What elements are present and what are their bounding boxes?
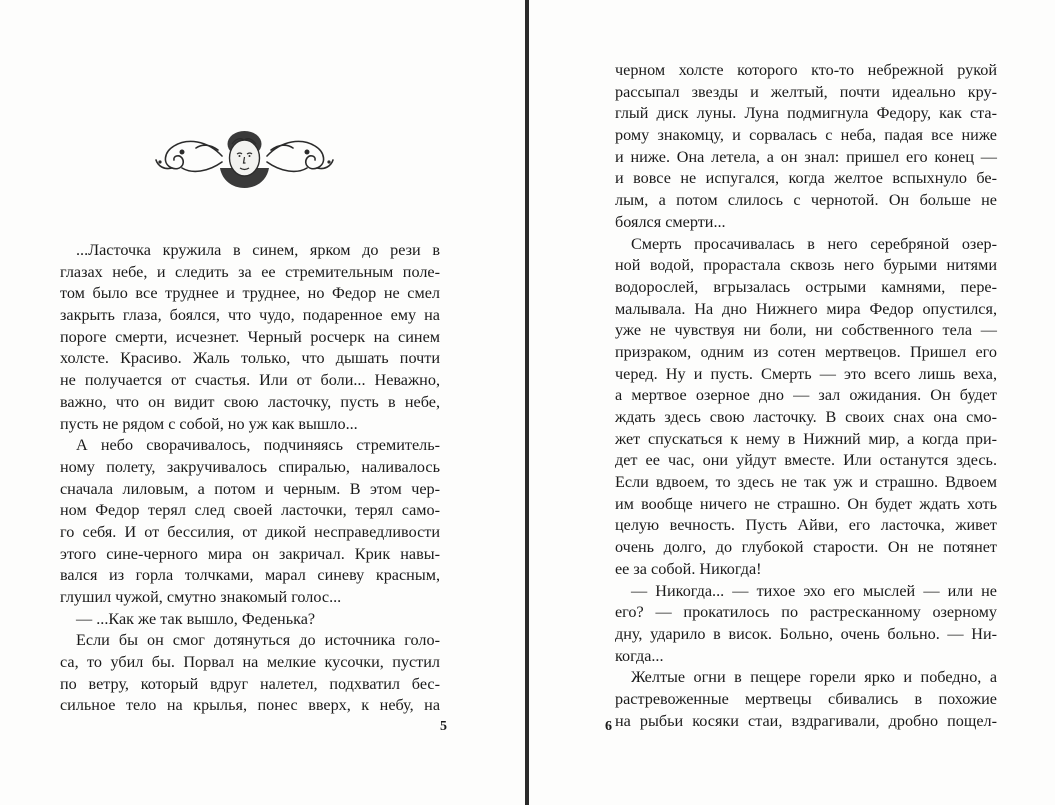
text-line: го себя. И от бессилия, от дикой несправедливости xyxy=(60,522,440,541)
text-line: ной водой, прорастала сквозь него бурыми нитями xyxy=(615,256,997,275)
text-line: уже не чувствуя ни боли, ни собственного тела — xyxy=(615,321,997,340)
text-line: глый диск луны. Луна подмигнула Федору, как ста- xyxy=(615,104,997,123)
text-line: холсте. Красиво. Жаль только, что дышать почти xyxy=(60,349,440,368)
page-number: 5 xyxy=(440,719,447,734)
text-line: пороге смерти, исчезнет. Черный росчерк на синем xyxy=(60,327,440,346)
text-line: не получается от счастья. Или от боли... Неважно, xyxy=(60,371,440,390)
text-line: водорослей, вгрызалась острыми камнями, пере- xyxy=(615,277,997,296)
text-line: са, то убил бы. Порвал на мелкие кусочки, пустил xyxy=(60,653,440,672)
right-page-body-text xyxy=(615,60,997,732)
text-line: дет ее час, они уйдут вместе. Или останутся здесь. xyxy=(615,451,997,470)
text-line: ее за собой. Никогда! xyxy=(615,559,762,578)
text-line: жет спускаться к нему в Нижний мир, а когда при- xyxy=(615,429,997,448)
text-line: малывала. На дно Нижнего мира Федор опустился, xyxy=(615,299,997,318)
text-line: Если бы он смог дотянуться до источника голо- xyxy=(76,631,440,650)
right-page xyxy=(529,0,1055,805)
left-page-body-text xyxy=(60,240,440,717)
text-line: Если вдвоем, то здесь не так уж и страшно. Вдвоем xyxy=(615,473,997,492)
text-line: рассыпал звезды и желтый, почти идеально кру- xyxy=(615,82,997,101)
text-line: по ветру, который вдруг налетел, подхватил бес- xyxy=(60,674,440,693)
text-line: когда... xyxy=(615,646,664,665)
text-line: целую вечность. Пусть Айви, его ласточка, живет xyxy=(615,516,997,535)
text-line: очень долго, до глубокой старости. Он не потянет xyxy=(615,538,997,557)
text-line: боялся смерти... xyxy=(615,212,726,231)
text-line: Желтые огни в пещере горели ярко и победно, а xyxy=(631,668,997,687)
text-line: глушил чужой, смутно знакомый голос... xyxy=(60,588,342,606)
text-line: ...Ласточка кружила в синем, ярком до рези в xyxy=(76,241,440,259)
text-line: и ниже. Она летела, а он знал: пришел его конец — xyxy=(615,147,997,166)
text-line: пусть не рядом с собой, но уж как вышло... xyxy=(60,414,358,433)
text-line: ному полету, закручивалось спиралью, наливалось xyxy=(60,457,440,476)
text-line: том было все труднее и труднее, но Федор не смел xyxy=(60,284,440,303)
text-line: его? — прокатилось по растресканному озерному xyxy=(615,603,997,622)
page-number: 6 xyxy=(605,719,612,734)
text-line: ждать здесь свою ласточку. В своих снах она смо- xyxy=(615,408,997,426)
text-line: им вообще ничего не страшно. Он будет ждать хоть xyxy=(615,494,997,513)
text-line: лым, а потом слилось с чернотой. Он больше не xyxy=(615,191,997,210)
text-line: — Никогда... — тихое эхо его мыслей — или не xyxy=(631,581,997,600)
text-line: этого сине-черного мира он закричал. Крик навы- xyxy=(60,544,440,563)
text-line: А небо сворачивалось, подчиняясь стремитель- xyxy=(76,436,440,455)
cherub-vignette-ornament xyxy=(152,122,337,194)
text-line: вался из горла толчками, марал синеву красным, xyxy=(60,566,440,585)
text-line: Смерть просачивалась в него серебряной озер- xyxy=(631,234,997,253)
text-line: глазах небе, и следить за ее стремительным поле- xyxy=(60,262,440,281)
text-line: и вовсе не испугался, когда желтое вспыхнуло бе- xyxy=(615,169,997,188)
text-line: на рыбьи косяки стаи, вздрагивали, дробно пощел- xyxy=(615,711,997,730)
text-line: а мертвое озерное дно — зал ожидания. Он будет xyxy=(615,386,997,405)
text-line: — ...Как же так вышло, Феденька? xyxy=(76,609,316,628)
text-line: ном Федор терял след своей ласточки, терял само- xyxy=(60,501,440,520)
text-line: сильное тело на крылья, понес вверх, к небу, на xyxy=(60,696,440,715)
text-line: призраком, одним из сотен мертвецов. Пришел его xyxy=(615,342,997,361)
left-page xyxy=(0,0,525,805)
text-line: растревоженные мертвецы сбивались в похожие xyxy=(615,689,997,708)
text-line: дну, ударило в висок. Больно, очень больно. — Ни- xyxy=(615,624,997,643)
text-line: важно, что он видит свою ласточку, пусть в небе, xyxy=(60,392,440,411)
text-line: закрыть глаза, боялся, что чудо, подаренное ему на xyxy=(60,306,440,325)
text-line: сначала лиловым, а потом и черным. В этом чер- xyxy=(60,479,440,498)
text-line: черед. Ну и пусть. Смерть — это всего лишь веха, xyxy=(615,364,997,383)
text-line: рому знакомцу, и сорвалась с неба, падая все ниже xyxy=(615,126,997,145)
text-line: черном холсте которого кто-то небрежной рукой xyxy=(615,61,997,79)
